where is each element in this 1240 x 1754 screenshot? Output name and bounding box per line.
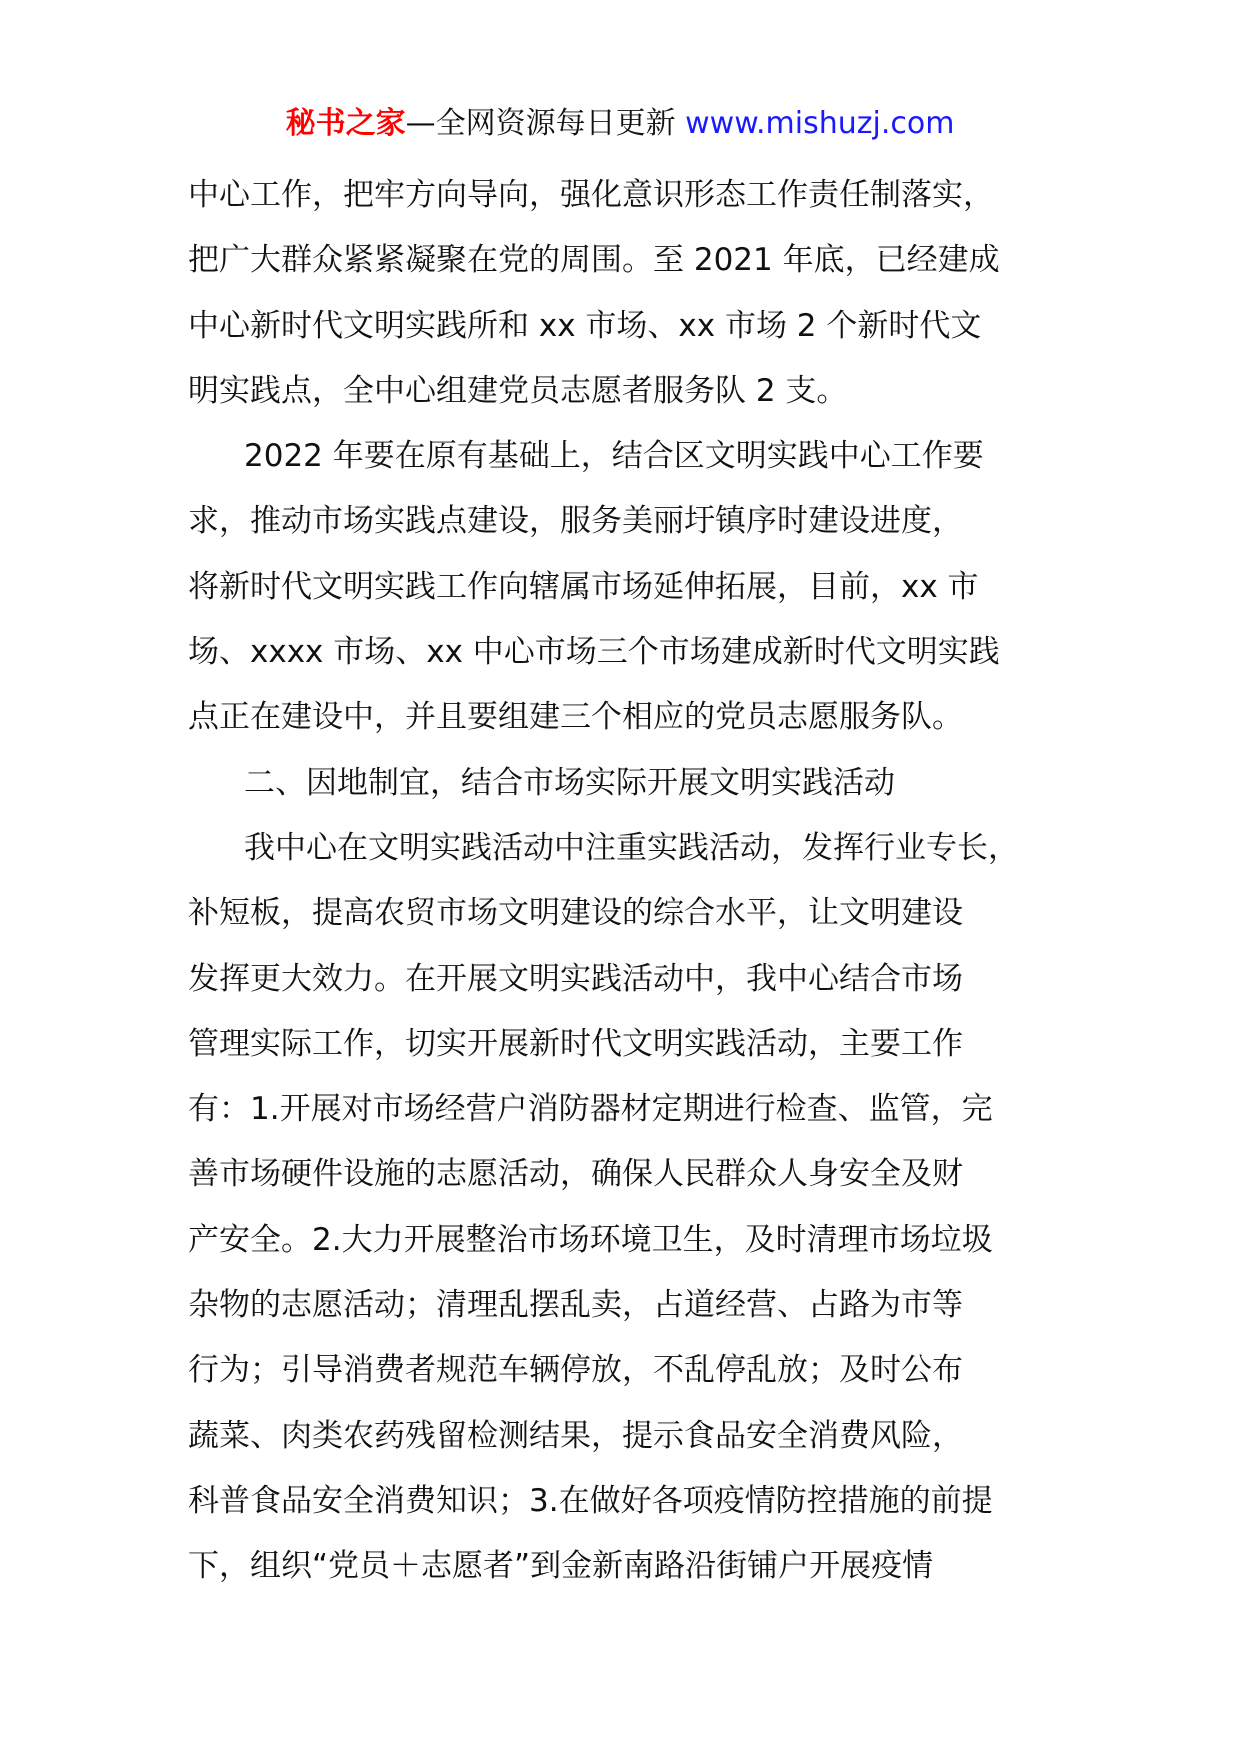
- text-line: 发挥更大效力。在开展文明实践活动中，我中心结合市场: [188, 960, 963, 997]
- text-line: 场、xxxx 市场、xx 中心市场三个市场建成新时代文明实践: [188, 634, 1000, 671]
- text-line: 产安全。2.大力开展整治市场环境卫生，及时清理市场垃圾: [188, 1221, 993, 1258]
- text-line: 善市场硬件设施的志愿活动，确保人民群众人身安全及财: [188, 1156, 963, 1193]
- site-url-link[interactable]: www.mishuzj.com: [685, 106, 955, 141]
- text-line: 中心工作，把牢方向导向，强化意识形态工作责任制落实，: [188, 177, 994, 213]
- text-line: 下，组织“党员＋志愿者”到金新南路沿街铺户开展疫情: [188, 1548, 934, 1585]
- text-line: 补短板，提高农贸市场文明建设的综合水平，让文明建设: [188, 895, 963, 932]
- page-header: [0, 100, 1240, 148]
- brand-name: 秘书之家: [285, 106, 406, 141]
- text-line: 将新时代文明实践工作向辖属市场延伸拓展，目前，xx 市: [188, 568, 979, 605]
- text-line: 蔬菜、肉类农药残留检测结果，提示食品安全消费风险，: [188, 1417, 963, 1454]
- text-line: 行为；引导消费者规范车辆停放，不乱停乱放；及时公布: [188, 1352, 963, 1389]
- text-line: 中心新时代文明实践所和 xx 市场、xx 市场 2 个新时代文: [188, 307, 982, 344]
- text-line: 有：1.开展对市场经营户消防器材定期进行检查、监管，完: [188, 1091, 993, 1128]
- text-line: 点正在建设中，并且要组建三个相应的党员志愿服务队。: [188, 699, 963, 736]
- text-line: 管理实际工作，切实开展新时代文明实践活动，主要工作: [188, 1025, 963, 1062]
- text-line: 求，推动市场实践点建设，服务美丽圩镇序时建设进度，: [188, 503, 963, 540]
- header-tagline: —全网资源每日更新: [405, 106, 676, 141]
- text-line: 明实践点，全中心组建党员志愿者服务队 2 支。: [188, 372, 848, 409]
- text-line: 2022 年要在原有基础上，结合区文明实践中心工作要: [244, 438, 984, 475]
- document-body: [188, 163, 1088, 1600]
- section-heading: 二、因地制宜，结合市场实际开展文明实践活动: [244, 764, 895, 801]
- text-line: 我中心在文明实践活动中注重实践活动，发挥行业专长，: [244, 829, 1019, 866]
- text-line: 把广大群众紧紧凝聚在党的周围。至 2021 年底，已经建成: [188, 242, 1000, 279]
- text-line: 科普食品安全消费知识；3.在做好各项疫情防控措施的前提: [188, 1482, 993, 1519]
- text-line: 杂物的志愿活动；清理乱摆乱卖，占道经营、占路为市等: [188, 1287, 963, 1324]
